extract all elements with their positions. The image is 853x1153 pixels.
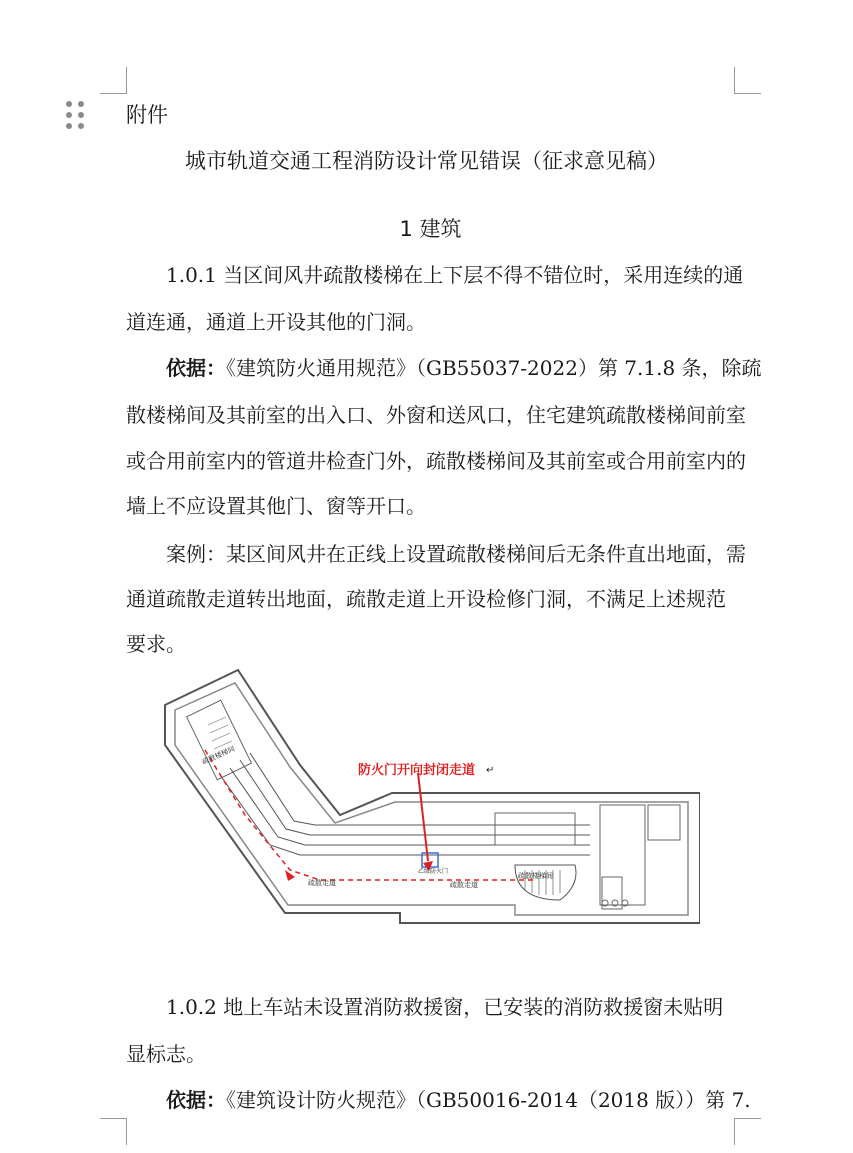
figure-stair-right: 疏散楼梯间 <box>518 872 553 880</box>
floor-plan-figure <box>160 665 700 930</box>
basis-1-text: 《建筑防火通用规范》（GB55037-2022）第 7.1.8 条，除疏 <box>226 356 762 380</box>
figure-corridor-left: 疏散走道 <box>308 879 336 887</box>
document-title: 城市轨道交通工程消防设计常见错误（征求意见稿） <box>185 149 668 173</box>
basis-label: 依据： <box>166 1088 226 1112</box>
basis-1-line-2: 散楼梯间及其前室的出入口、外窗和送风口，住宅建筑疏散楼梯间前室 <box>126 403 746 427</box>
figure-callout-mark: ↵ <box>486 765 495 776</box>
clause-1-0-1-line-1: 1.0.1 当区间风井疏散楼梯在上下层不得不错位时，采用连续的通 <box>166 263 744 287</box>
drag-handle-icon[interactable] <box>66 101 86 131</box>
clause-1-0-1-line-2: 道连通，通道上开设其他的门洞。 <box>126 310 426 334</box>
case-1-line-2: 通道疏散走道转出地面，疏散走道上开设检修门洞，不满足上述规范 <box>126 587 726 611</box>
figure-stair-left: 疏散楼梯间 <box>200 744 237 767</box>
case-1-line-1: 案例：某区间风井在正线上设置疏散楼梯间后无条件直出地面，需 <box>166 542 746 566</box>
attachment-label: 附件 <box>126 103 168 127</box>
basis-2-line-1 <box>166 1088 751 1112</box>
case-1-line-3: 要求。 <box>126 632 186 656</box>
clause-1-0-2-line-1: 1.0.2 地上车站未设置消防救援窗，已安装的消防救援窗未贴明 <box>166 995 724 1019</box>
clause-1-0-2-line-2: 显标志。 <box>126 1042 206 1066</box>
figure-door-label: 乙级防火门 <box>418 868 449 875</box>
page-corner-mark-bottom-right <box>734 1118 761 1145</box>
page-corner-mark-top-right <box>734 67 761 94</box>
basis-1-line-4: 墙上不应设置其他门、窗等开口。 <box>126 494 426 518</box>
basis-label: 依据： <box>166 356 226 380</box>
basis-2-text: 《建筑设计防火规范》（GB50016-2014（2018 版））第 7. <box>226 1088 751 1112</box>
basis-1-line-3: 或合用前室内的管道井检查门外，疏散楼梯间及其前室或合用前室内的 <box>126 449 746 473</box>
page-corner-mark-top-left <box>100 67 127 94</box>
figure-corridor-right: 疏散走道 <box>450 881 478 889</box>
page-corner-mark-bottom-left <box>100 1118 127 1145</box>
figure-callout: 防火门开向封闭走道 <box>358 763 476 778</box>
basis-1-line-1 <box>166 356 762 380</box>
section-title: 1 建筑 <box>399 217 462 241</box>
